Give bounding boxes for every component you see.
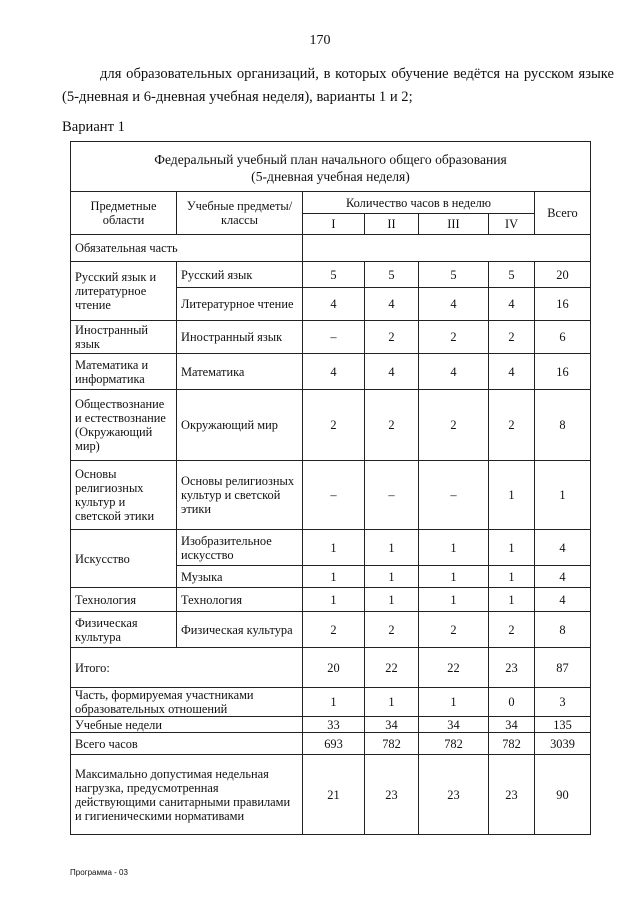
header-subjects: Учебные предметы/ классы (177, 192, 303, 235)
value-cell: 23 (489, 755, 535, 835)
page-number: 170 (309, 33, 331, 48)
header-row-1 (71, 192, 591, 214)
value-cell: 5 (303, 262, 365, 288)
value-cell: 34 (489, 717, 535, 733)
value-cell: 2 (303, 612, 365, 648)
mandatory-empty (303, 235, 591, 262)
total-cell: 135 (535, 717, 591, 733)
value-cell: 20 (303, 648, 365, 688)
summary-label: Часть, формируемая участниками образовательных отношений (71, 688, 303, 717)
value-cell: 1 (489, 566, 535, 588)
value-cell: 1 (303, 566, 365, 588)
value-cell: 0 (489, 688, 535, 717)
total-cell: 4 (535, 530, 591, 566)
table-title-line-1: Федеральный учебный план начального общего образования (154, 151, 507, 167)
total-cell: 1 (535, 461, 591, 530)
value-cell: 2 (365, 612, 419, 648)
area-social: Обществознание и естествознание (Окружающий мир) (71, 390, 177, 461)
value-cell: 2 (303, 390, 365, 461)
area-tech: Технология (71, 588, 177, 612)
value-cell: 782 (489, 733, 535, 755)
mandatory-row (71, 235, 591, 262)
value-cell: 33 (303, 717, 365, 733)
value-cell: 1 (365, 688, 419, 717)
value-cell: 5 (365, 262, 419, 288)
total-cell: 6 (535, 321, 591, 354)
summary-label: Всего часов (71, 733, 303, 755)
total-cell: 4 (535, 566, 591, 588)
area-religion: Основы религиозных культур и светской этики (71, 461, 177, 530)
value-cell: 1 (489, 530, 535, 566)
value-cell: 2 (365, 390, 419, 461)
summary-label: Итого: (71, 648, 303, 688)
value-cell: 2 (489, 390, 535, 461)
value-cell: – (419, 461, 489, 530)
area-math: Математика и информатика (71, 354, 177, 390)
total-cell: 20 (535, 262, 591, 288)
area-foreign: Иностранный язык (71, 321, 177, 354)
value-cell: 4 (303, 354, 365, 390)
intro-paragraph: для образовательных организаций, в которых обучение ведётся на русском языке (5-дневная и 6-дневная учебная неделя), варианты 1 и 2; (62, 66, 614, 105)
value-cell: 1 (419, 530, 489, 566)
summary-row (71, 717, 591, 733)
subject-name: Технология (177, 588, 303, 612)
table-title-line-2: (5-дневная учебная неделя) (251, 168, 410, 184)
subject-name: Окружающий мир (177, 390, 303, 461)
table-title (71, 142, 591, 192)
summary-label: Учебные недели (71, 717, 303, 733)
value-cell: 34 (419, 717, 489, 733)
value-cell: 1 (419, 566, 489, 588)
subject-name: Физическая культура (177, 612, 303, 648)
total-cell: 16 (535, 288, 591, 321)
header-class-4: IV (489, 214, 535, 235)
total-cell: 3 (535, 688, 591, 717)
table-row (71, 461, 591, 530)
total-cell: 16 (535, 354, 591, 390)
footer-program-code: Программа - 03 (70, 868, 128, 877)
table-row (71, 588, 591, 612)
value-cell: 1 (365, 530, 419, 566)
total-cell: 87 (535, 648, 591, 688)
value-cell: 2 (489, 612, 535, 648)
value-cell: 2 (365, 321, 419, 354)
value-cell: 4 (365, 288, 419, 321)
table-row (71, 530, 591, 566)
value-cell: 782 (419, 733, 489, 755)
table-row (71, 390, 591, 461)
value-cell: 23 (489, 648, 535, 688)
variant-label: Вариант 1 (62, 119, 125, 135)
value-cell: 1 (365, 566, 419, 588)
header-areas: Предметные области (71, 192, 177, 235)
value-cell: 1 (419, 588, 489, 612)
value-cell: 2 (419, 321, 489, 354)
area-russian: Русский язык и литературное чтение (71, 262, 177, 321)
table-row (71, 321, 591, 354)
table-row (71, 354, 591, 390)
table-row (71, 262, 591, 288)
value-cell: 782 (365, 733, 419, 755)
value-cell: 4 (303, 288, 365, 321)
summary-row (71, 733, 591, 755)
subject-name: Музыка (177, 566, 303, 588)
value-cell: 1 (303, 688, 365, 717)
value-cell: 22 (365, 648, 419, 688)
value-cell: 1 (419, 688, 489, 717)
value-cell: 1 (489, 461, 535, 530)
table-row (71, 612, 591, 648)
subject-name: Основы религиозных культур и светской этики (177, 461, 303, 530)
value-cell: 1 (303, 588, 365, 612)
value-cell: 4 (419, 354, 489, 390)
value-cell: – (303, 321, 365, 354)
value-cell: 693 (303, 733, 365, 755)
total-cell: 3039 (535, 733, 591, 755)
table-title-row (71, 142, 591, 192)
value-cell: 4 (419, 288, 489, 321)
subject-name: Математика (177, 354, 303, 390)
subject-name: Русский язык (177, 262, 303, 288)
header-total: Всего (535, 192, 591, 235)
total-cell: 4 (535, 588, 591, 612)
value-cell: 1 (365, 588, 419, 612)
header-class-1: I (303, 214, 365, 235)
value-cell: 23 (419, 755, 489, 835)
value-cell: 21 (303, 755, 365, 835)
header-hours: Количество часов в неделю (303, 192, 535, 214)
subject-name: Литературное чтение (177, 288, 303, 321)
total-cell: 90 (535, 755, 591, 835)
curriculum-table (70, 141, 591, 835)
value-cell: 22 (419, 648, 489, 688)
summary-label: Максимально допустимая недельная нагрузка, предусмотренная действующими санитарными правилами и гигиеническими нормативами (71, 755, 303, 835)
header-class-2: II (365, 214, 419, 235)
mandatory-part-label: Обязательная часть (71, 235, 303, 262)
value-cell: 34 (365, 717, 419, 733)
value-cell: 5 (419, 262, 489, 288)
summary-row (71, 755, 591, 835)
value-cell: 23 (365, 755, 419, 835)
value-cell: 2 (489, 321, 535, 354)
value-cell: – (365, 461, 419, 530)
summary-row (71, 688, 591, 717)
area-pe: Физическая культура (71, 612, 177, 648)
value-cell: 4 (489, 288, 535, 321)
value-cell: 1 (489, 588, 535, 612)
subject-name: Иностранный язык (177, 321, 303, 354)
value-cell: 1 (303, 530, 365, 566)
total-cell: 8 (535, 390, 591, 461)
value-cell: 2 (419, 612, 489, 648)
subject-name: Изобразительное искусство (177, 530, 303, 566)
value-cell: – (303, 461, 365, 530)
value-cell: 4 (365, 354, 419, 390)
value-cell: 4 (489, 354, 535, 390)
total-cell: 8 (535, 612, 591, 648)
value-cell: 5 (489, 262, 535, 288)
summary-row (71, 648, 591, 688)
value-cell: 2 (419, 390, 489, 461)
area-art: Искусство (71, 530, 177, 588)
header-class-3: III (419, 214, 489, 235)
